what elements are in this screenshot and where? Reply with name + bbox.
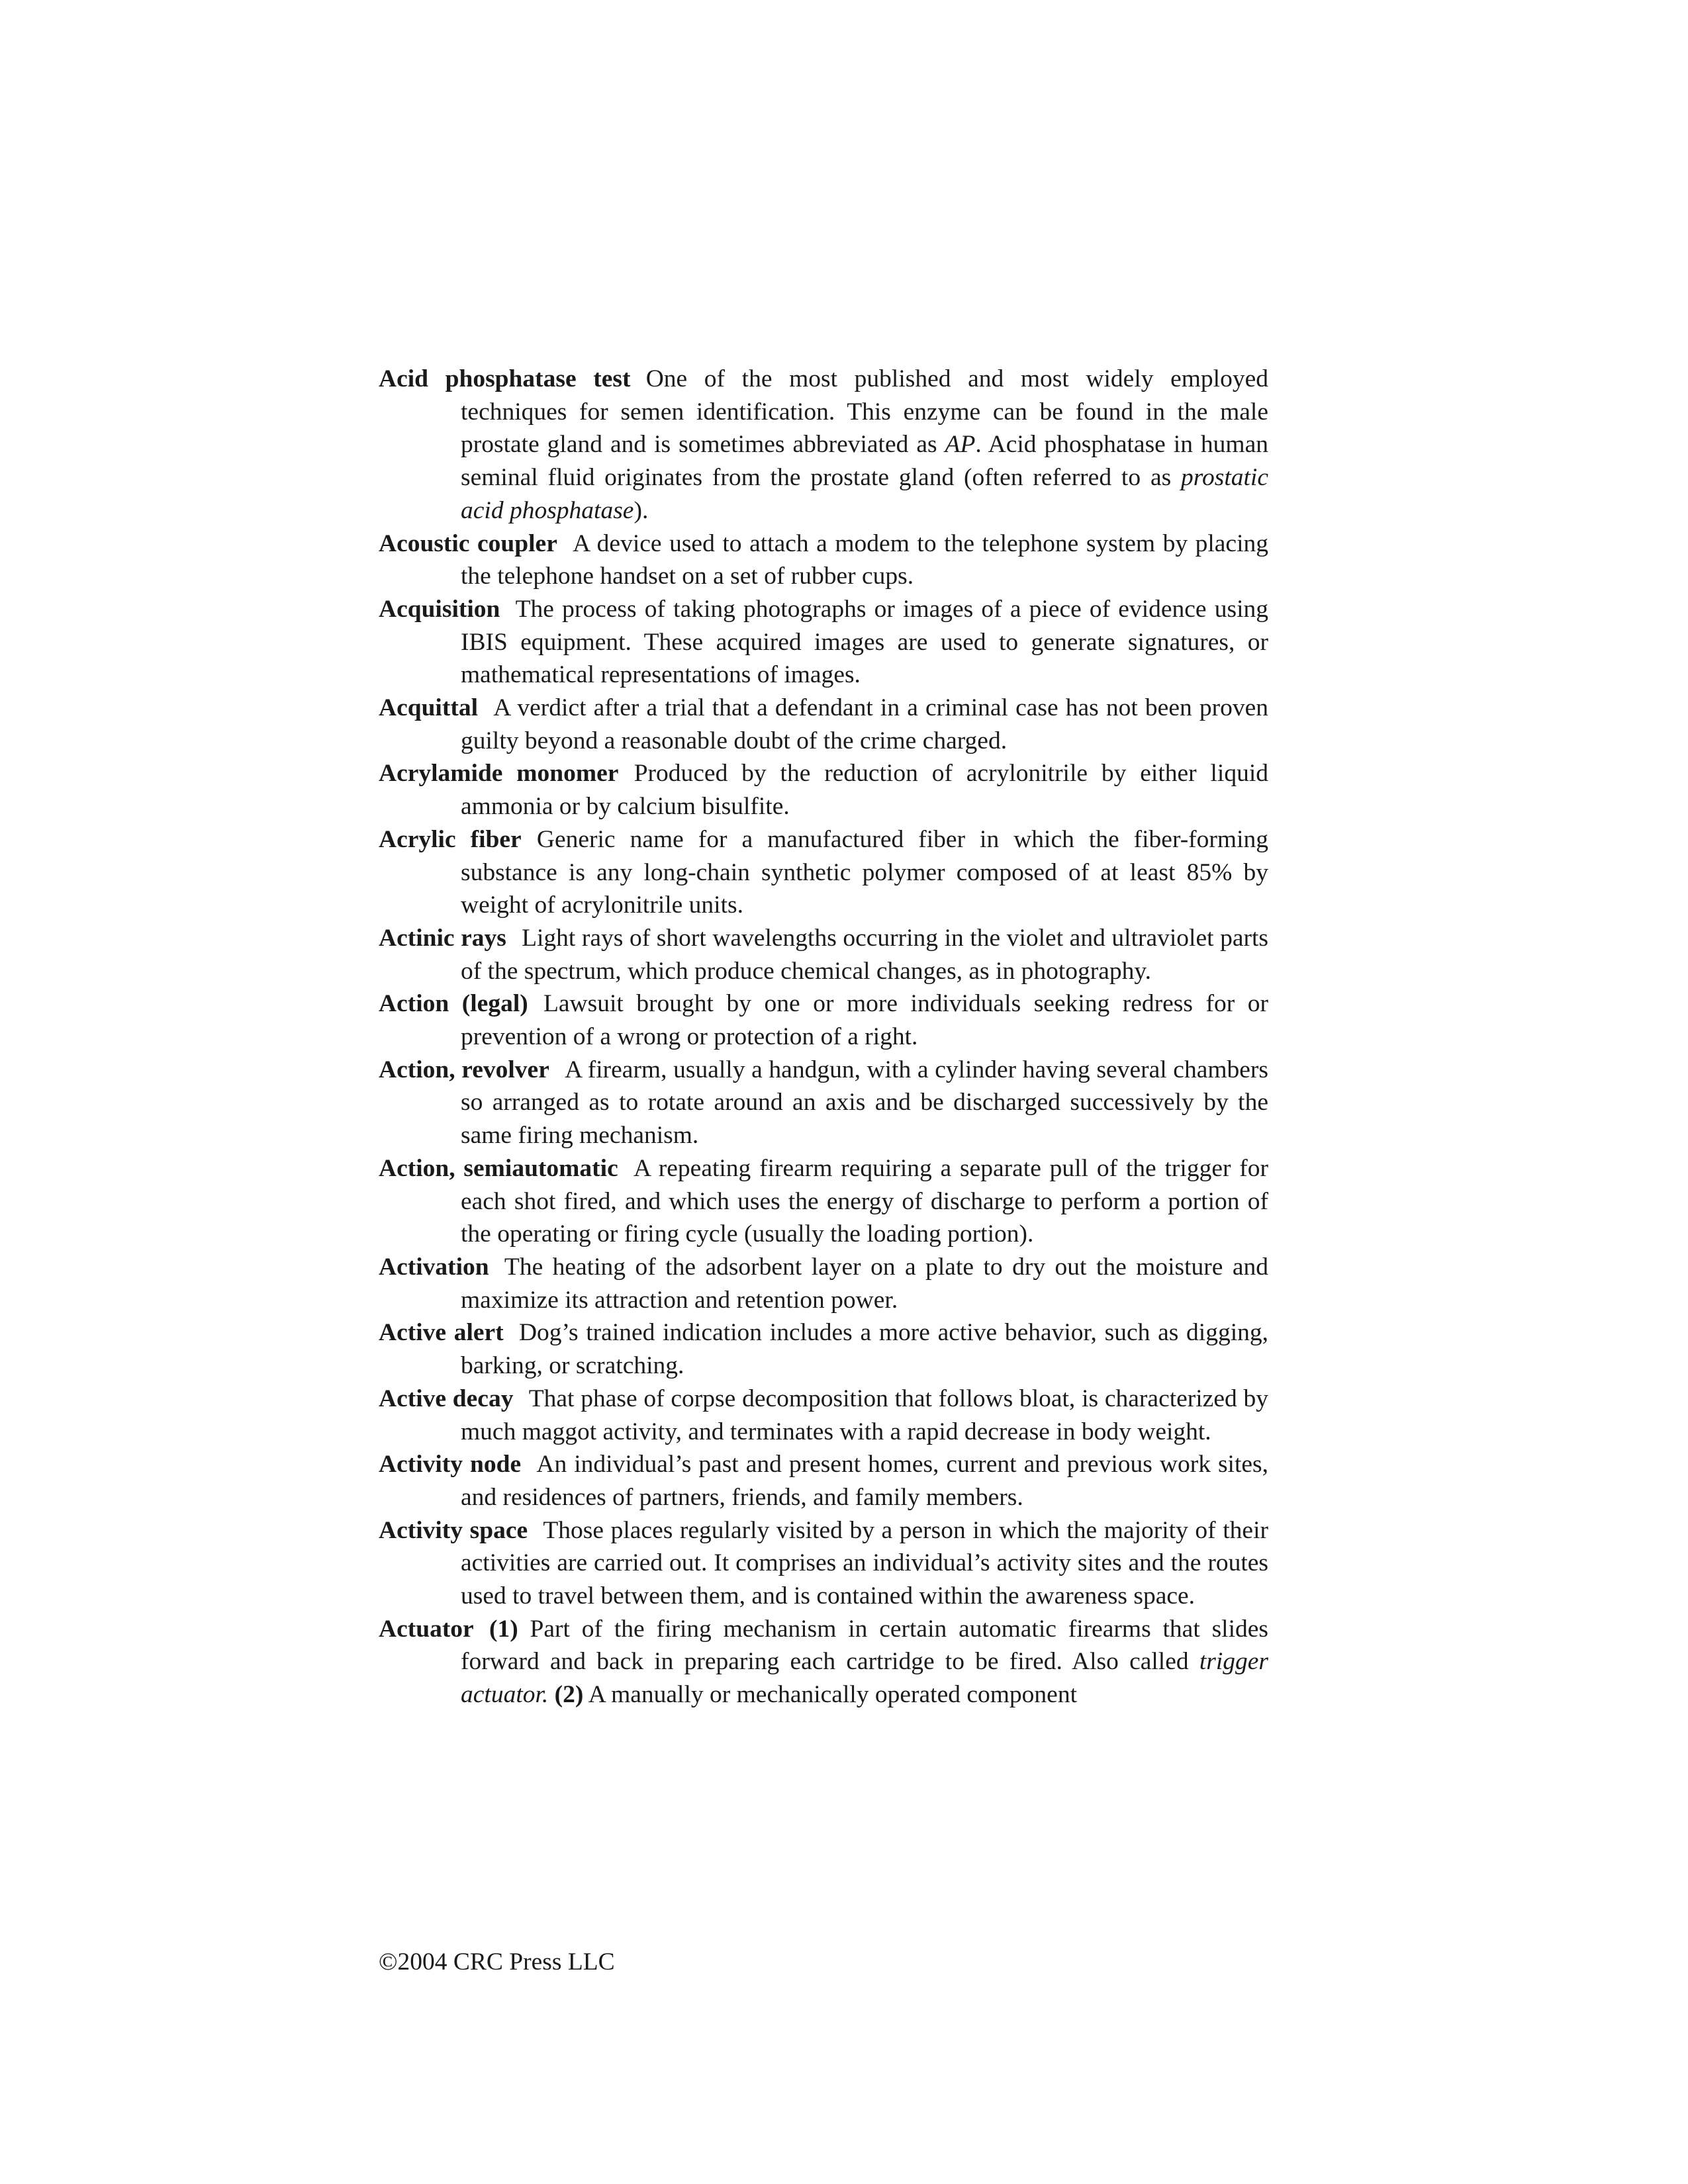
entry-term: Action, revolver [379,1056,549,1083]
entry-italic-text: AP [945,431,976,459]
entry-term: Actinic rays [379,924,506,952]
sense-number: (1) [489,1615,518,1643]
entry-definition-text: The heating of the adsorbent layer on a plate to dry out the moisture and maximize its attraction and retention power. [461,1253,1268,1314]
glossary-entry [379,527,1268,593]
entry-italic-text: prostatic acid phosphatase [461,464,1268,524]
entry-term: Acid phosphatase test [379,365,631,392]
entry-definition-text: . Acid phosphatase in human seminal fluid originates from the prostate gland (often referred to as [461,431,1268,492]
glossary-entries [379,363,1268,1711]
entry-definition-text: Light rays of short wavelengths occurring in the violet and ultraviolet parts of the spectrum, which produce chemical changes, as in photography. [461,924,1268,985]
entry-term: Action, semiautomatic [379,1154,618,1182]
entry-definition-text: That phase of corpse decomposition that follows bloat, is characterized by much maggot activity, and terminates with a rapid decrease in body weight. [461,1385,1268,1445]
entry-definition-text: Part of the firing mechanism in certain automatic firearms that slides forward and back in preparing each cartridge to be fired. Also called [461,1615,1268,1676]
entry-italic-text: trigger actuator. [461,1648,1268,1709]
glossary-entry [379,823,1268,922]
entry-definition-text: Produced by the reduction of acrylonitrile by either liquid ammonia or by calcium bisulfite. [461,760,1268,821]
entry-definition-text: A verdict after a trial that a defendant in a criminal case has not been proven guilty beyond a reasonable doubt of the crime charged. [461,694,1268,754]
copyright-footer: ©2004 CRC Press LLC [379,1948,615,1976]
glossary-entry [379,1613,1268,1711]
entry-term: Acrylamide monomer [379,760,619,788]
glossary-entry [379,1383,1268,1448]
entry-term: Acoustic coupler [379,529,557,557]
sense-number: (2) [554,1681,584,1709]
entry-term: Activity node [379,1451,522,1479]
entry-definition-text: An individual’s past and present homes, current and previous work sites, and residences of partners, friends, and family members. [461,1451,1268,1511]
entry-term: Acquisition [379,595,500,623]
entry-definition-text: The process of taking photographs or images of a piece of evidence using IBIS equipment. These acquired images are used to generate signatures, or mathematical representations of images. [461,595,1268,689]
entry-definition-text: A manually or mechanically operated component [583,1681,1077,1709]
glossary-entry [379,987,1268,1053]
glossary-entry [379,1251,1268,1316]
entry-term: Active alert [379,1319,504,1347]
entry-definition-text: Those places regularly visited by a person in which the majority of their activities are carried out. It comprises an individual’s activity sites and the routes used to travel between them, and is contained within the awareness space. [461,1516,1268,1610]
entry-definition-text: ). [633,496,649,524]
entry-definition-text: Dog’s trained indication includes a more active behavior, such as digging, barking, or scratching. [461,1319,1268,1380]
entry-definition-text: A repeating firearm requiring a separate pull of the trigger for each shot fired, and which uses the energy of discharge to perform a portion of the operating or firing cycle (usually the loading portion). [461,1154,1269,1248]
entry-definition-text: A firearm, usually a handgun, with a cylinder having several chambers so arranged as to rotate around an axis and be discharged successively by the same firing mechanism. [461,1056,1268,1150]
entry-term: Acquittal [379,694,478,722]
entry-term: Activation [379,1253,489,1281]
entry-term: Acrylic fiber [379,825,522,853]
glossary-entry [379,922,1268,987]
entry-definition-text: One of the most published and most widely employed techniques for semen identification. This enzyme can be found in the male prostate gland and is sometimes abbreviated as [461,365,1268,459]
glossary-entry [379,1152,1268,1251]
glossary-entry [379,1054,1268,1152]
glossary-entry [379,757,1268,823]
glossary-entry [379,692,1268,757]
glossary-entry [379,1514,1268,1613]
entry-term: Activity space [379,1516,528,1544]
glossary-entry [379,363,1268,527]
entry-term: Active decay [379,1385,514,1412]
entry-definition-text [548,1681,554,1708]
glossary-entry [379,1316,1268,1382]
entry-term: Actuator [379,1615,474,1643]
glossary-entry [379,1448,1268,1514]
entry-definition-text: Lawsuit brought by one or more individuals seeking redress for or prevention of a wrong or protection of a right. [461,990,1269,1051]
entry-definition-text: Generic name for a manufactured fiber in which the fiber-forming substance is any long-chain synthetic polymer composed of at least 85% by weight of acrylonitrile units. [461,825,1268,919]
glossary-entry [379,593,1268,692]
entry-definition-text: A device used to attach a modem to the telephone system by placing the telephone handset on a set of rubber cups. [461,529,1269,590]
entry-term: Action (legal) [379,990,528,1018]
